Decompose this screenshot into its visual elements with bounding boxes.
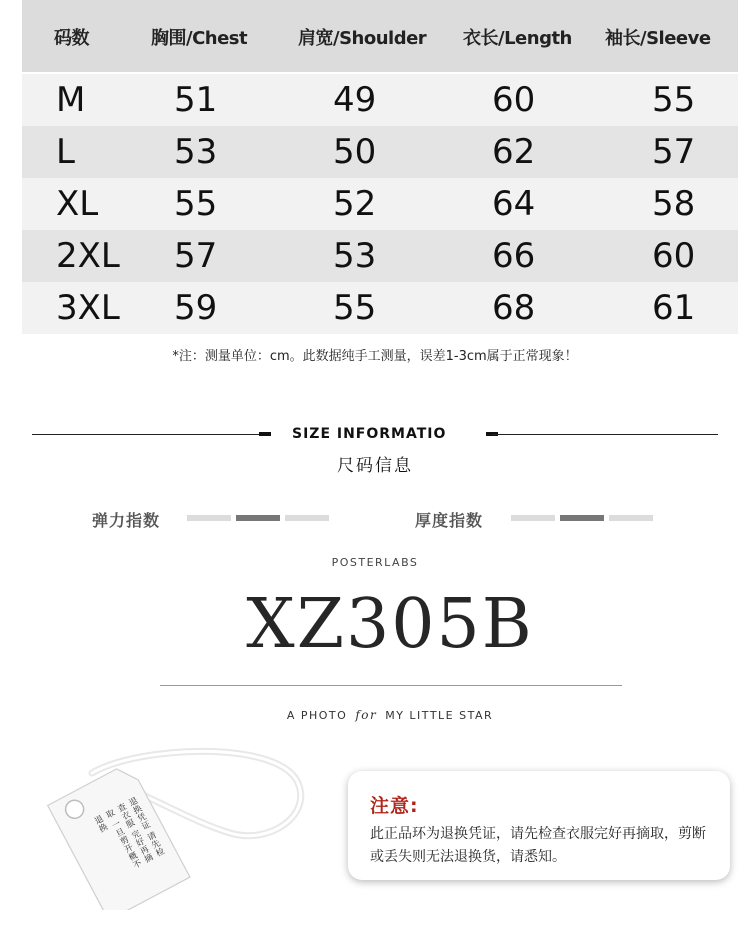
cell-shoulder: 50	[333, 132, 377, 172]
cell-sleeve: 61	[652, 288, 696, 328]
notice-body: 此正品环为退换凭证，请先检查衣服完好再摘取，剪断或丢失则无法退换货，请悉知。	[370, 826, 706, 865]
hang-tag-illustration	[30, 735, 320, 910]
cell-chest: 57	[174, 236, 218, 276]
tagline	[0, 708, 750, 722]
header-length: 衣长/Length	[463, 28, 572, 49]
thickness-level-1	[511, 515, 555, 521]
cell-shoulder: 52	[333, 184, 377, 224]
cell-length: 62	[492, 132, 536, 172]
cell-sleeve: 57	[652, 132, 696, 172]
brand-name: POSTERLABS	[331, 556, 419, 569]
elasticity-level-2	[236, 515, 280, 521]
cell-size: M	[56, 80, 86, 120]
header-shoulder: 肩宽/Shoulder	[298, 28, 427, 49]
cell-sleeve: 58	[652, 184, 696, 224]
header-size: 码数	[54, 28, 89, 49]
divider-dash-left	[259, 432, 271, 436]
table-header	[22, 0, 738, 72]
table-row	[22, 74, 738, 126]
thickness-label: 厚度指数	[415, 511, 484, 530]
cell-size: XL	[56, 184, 99, 224]
elasticity-level-3	[285, 515, 329, 521]
cell-sleeve: 55	[652, 80, 696, 120]
hang-tag-text: 退换凭证 请先检查衣服 完好再摘取 一旦剪开概不退换	[91, 795, 166, 871]
product-code: XZ305B	[246, 585, 534, 664]
cell-length: 66	[492, 236, 536, 276]
cell-chest: 59	[174, 288, 218, 328]
tagline-part-a: A PHOTO	[286, 709, 348, 722]
elasticity-level-1	[187, 515, 231, 521]
header-sleeve: 袖长/Sleeve	[605, 28, 711, 49]
cell-shoulder: 53	[333, 236, 377, 276]
cell-shoulder: 49	[333, 80, 377, 120]
table-row	[22, 178, 738, 230]
divider-left	[32, 434, 264, 435]
cell-sleeve: 60	[652, 236, 696, 276]
table-row	[22, 230, 738, 282]
cell-size: L	[56, 132, 75, 172]
table-row	[22, 282, 738, 334]
tagline-part-b: MY LITTLE STAR	[385, 709, 494, 722]
cell-chest: 51	[174, 80, 218, 120]
cell-size: 3XL	[56, 288, 120, 328]
cell-chest: 53	[174, 132, 218, 172]
size-info-title: SIZE INFORMATIO	[292, 426, 447, 442]
divider-right	[492, 434, 718, 435]
cell-chest: 55	[174, 184, 218, 224]
tagline-script: for	[355, 708, 378, 722]
cell-length: 64	[492, 184, 536, 224]
size-table	[22, 0, 738, 333]
measurement-note: *注：测量单位：cm。此数据纯手工测量，误差1-3cm属于正常现象！	[172, 349, 578, 364]
cell-size: 2XL	[56, 236, 120, 276]
thickness-level-2	[560, 515, 604, 521]
table-row	[22, 126, 738, 178]
header-chest: 胸围/Chest	[151, 28, 248, 49]
notice-title: 注意:	[370, 795, 419, 817]
elasticity-label: 弹力指数	[92, 511, 161, 530]
cell-length: 60	[492, 80, 536, 120]
cell-shoulder: 55	[333, 288, 377, 328]
notice-box	[348, 771, 730, 880]
brand-divider	[160, 685, 622, 686]
cell-length: 68	[492, 288, 536, 328]
hang-tag-icon	[30, 735, 320, 910]
size-info-subtitle: 尺码信息	[337, 456, 413, 476]
thickness-level-3	[609, 515, 653, 521]
